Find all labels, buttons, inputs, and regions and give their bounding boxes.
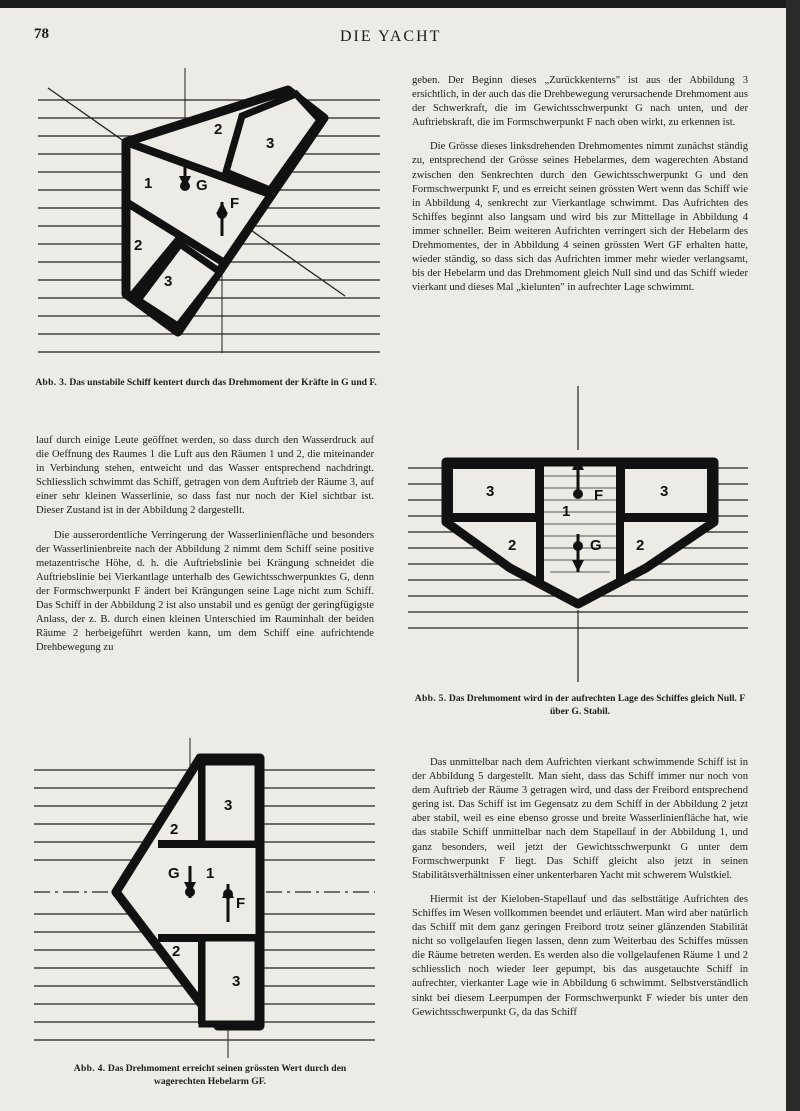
left-paragraph-2: Die ausserordentliche Verringerung der Wasserlinienfläche und besonders der Wasserlinienbreite nach der Abbildung 2 nimmt dem Schiff seine positive metazentrische Höhe, d. h. die Auftriebslinie bei Krängung schneidet die Auftriebslinie bei Vierkantlage unterhalb des Gewichtsschwerpunktes G, denn der Formschwerpunkt F ändert bei Krängungen seine Lage nicht zum Schiff. Das Schiff in der Abbildung 2 ist also unstabil und es genügt der geringfügigste Anlass, der z. B. durch einen kleinen Unterschied im Rauminhalt der beiden Räume 2 herbeigeführt werden kann, um dem Schiff eine aufrichtende Drehbewegung zu bbox=[36, 529, 374, 654]
figure-4-caption-label: Abb. 4. bbox=[73, 1063, 106, 1074]
fig4-label-2-bottom: 2 bbox=[172, 943, 181, 960]
fig3-label-1: 1 bbox=[144, 175, 153, 192]
figure-5-caption-text: Das Drehmoment wird in der aufrechten Lage des Schiffes gleich Null. F über G. Stabil. bbox=[448, 693, 746, 717]
fig3-label-2-top: 2 bbox=[214, 121, 223, 138]
figure-4-caption-text: Das Drehmoment erreicht seinen grössten Wert durch den wagerechten Hebelarm GF. bbox=[107, 1063, 347, 1087]
figure-3-caption-label: Abb. 3. bbox=[35, 377, 67, 388]
fig5-label-f: F bbox=[594, 487, 604, 504]
figure-4-caption bbox=[50, 1062, 370, 1088]
running-title: DIE YACHT bbox=[340, 28, 442, 45]
fig3-label-3-top: 3 bbox=[266, 135, 275, 152]
fig3-label-3-bottom: 3 bbox=[164, 273, 173, 290]
fig3-label-g: G bbox=[196, 177, 208, 194]
fig4-label-1: 1 bbox=[206, 865, 215, 882]
fig5-label-3-right: 3 bbox=[660, 483, 669, 500]
right-paragraph-1: geben. Der Beginn dieses „Zurückkenterns" ist aus der Abbildung 3 ersichtlich, in der auch das die Drehbewegung verursachende Drehmoment aus der Schwerkraft, die im Gewichtsschwerpunkt G nach unten, und der Auftriebskraft, die im Formschwerpunkt F nach oben wirkt, zu erkennen ist. bbox=[412, 75, 748, 129]
fig3-label-f: F bbox=[230, 195, 240, 212]
figure-5-caption-label: Abb. 5. bbox=[414, 693, 447, 704]
fig5-label-1: 1 bbox=[562, 503, 571, 520]
document-page bbox=[0, 8, 786, 1111]
fig4-label-3-top: 3 bbox=[224, 797, 233, 814]
figure-3-diagram bbox=[30, 68, 390, 373]
figure-3-caption-text: Das unstabile Schiff kentert durch das Drehmoment der Kräfte in G und F. bbox=[69, 377, 377, 388]
fig4-label-g: G bbox=[168, 865, 180, 882]
page-number: 78 bbox=[34, 26, 49, 42]
right-paragraph-3: Das unmittelbar nach dem Aufrichten vierkant schwimmende Schiff ist in der Abbildung 5 dargestellt. Man sieht, dass das Schiff immer nur noch von dem Auftrieb der Räume 3 getragen wird, und dass der Freibord entsprechend gering ist. Das Schiff ist im Gegensatz zu dem Schiff in der Abbildung 2 jetzt aber stabil, weil es eine ebenso grosse und breite Wasserlinienfläche hat, wie das stabile Schiff unmittelbar nach dem Stapellauf in der Abbildung 1, und ganz besonders, weil jetzt der Gewichtsschwerpunkt G unter dem Formschwerpunkt F liegt. Das Schiff gleicht also jetzt in seinen Stabilitätsverhältnissen einer unkenterbaren Yacht mit schwerem Wulstkiel. bbox=[412, 757, 748, 881]
binding-edge bbox=[786, 0, 800, 1111]
fig3-label-2-bottom: 2 bbox=[134, 237, 143, 254]
left-paragraph-1: lauf durch einige Leute geöffnet werden, so dass durch den Wasserdruck auf die Oeffnung des Raumes 1 die Luft aus den Räumen 1 und 2, die miteinander in Verbindung stehen, entweicht und das Wasser entsprechend nachdringt. Schliesslich schwimmt das Schiff, getragen von dem Auftrieb der Räume 3, auf einer sehr kleinen Wasserlinie, so dass fast nur noch der Kiel sichtbar ist. Dieser Zustand ist in der Abbildung 2 dargestellt. bbox=[36, 435, 374, 517]
right-column-text-bottom bbox=[412, 756, 748, 1020]
fig4-label-f: F bbox=[236, 895, 246, 912]
fig5-label-2-left: 2 bbox=[508, 537, 517, 554]
fig4-label-2-top: 2 bbox=[170, 821, 179, 838]
left-column-text bbox=[36, 434, 374, 655]
fig5-label-3-left: 3 bbox=[486, 483, 495, 500]
fig5-label-g: G bbox=[590, 537, 602, 554]
figure-5-caption bbox=[410, 692, 750, 718]
right-column-text-top bbox=[412, 74, 748, 295]
right-paragraph-2: Die Grösse dieses linksdrehenden Drehmomentes nimmt zunächst ständig zu, entsprechend der Grösse seines Hebelarmes, dem wagerechten Abstand zwischen den Senkrechten durch den Gewichtsschwerpunkt G und den Formschwerpunkt F, und es erreicht seinen grössten Wert wenn das Schiff wie in Abbildung 4, senkrecht zur Vierkantlage schwimmt. Das Aufrichten des Schiffes beginnt also langsam und wird bis zur Mittellage in Abbildung 4 immer schneller. Beim weiteren Aufrichten verringert sich der Hebelarm des Drehmomentes, der in Abbildung 4 seinen grössten Wert GF erhalten hatte, wieder ständig, so dass sich das Aufrichten immer mehr wieder verlangsamt, bis der Hebelarm und das Drehmoment gleich Null sind und das Schiff wieder vierkant und dieses Mal „kielunten" in aufrechter Lage schwimmt. bbox=[412, 141, 748, 294]
fig4-label-3-bottom: 3 bbox=[232, 973, 241, 990]
figure-4-diagram bbox=[30, 738, 385, 1060]
fig5-label-2-right: 2 bbox=[636, 537, 645, 554]
figure-3-caption bbox=[26, 376, 386, 389]
right-paragraph-4: Hiermit ist der Kieloben-Stapellauf und das selbsttätige Aufrichten des Schiffes im Wesen vollkommen beendet und erläutert. Man wird aber natürlich das Schiff mit dem ganz geringen Freibord trotz seiner glänzenden Stabilität nicht so vollgelaufen liegen lassen, denn zum Weiterbau des Schiffes müssen die Räume betreten werden. Es werden also die vollgelaufenen Räume 1 und 2 schliesslich noch wieder leer gepumpt, bis das ausgetauchte Schiff in aufrechter, vierkanter Lage wie in Abbildung 6 schwimmt. Selbstverständlich sinkt bei diesem Leerpumpen der Formschwerpunkt F wieder bis unter den Gewichtsschwerpunkt G, da das Schiff bbox=[412, 893, 748, 1018]
figure-5-diagram bbox=[400, 378, 752, 690]
